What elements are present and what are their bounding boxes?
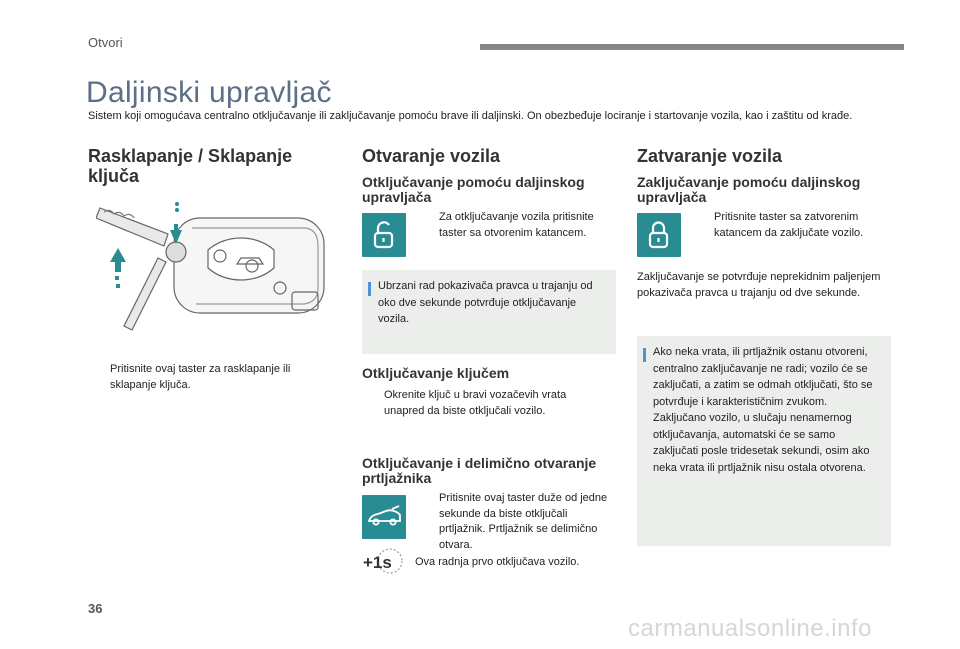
one-second-timer-icon: [362, 546, 406, 576]
open-vehicle-title: Otvaranje vozila: [362, 146, 501, 166]
trunk-unlock-bullet-text: Pritisnite ovaj taster duže od jedne sekunde da biste otključali prtljažnik. Prtljažnik se delimično otvara.: [439, 492, 608, 551]
remote-lock-bullet: [692, 210, 888, 241]
intro-text: Sistem koji omogućava centralno otključavanje ili zaključavanje pomoću brave ili daljinski. On obezbeđuje lociranje i startovanje vozila, kao i zaštitu od krađe.: [88, 110, 853, 122]
car-trunk-icon: [362, 495, 406, 539]
padlock-closed-icon: [637, 213, 681, 257]
header-bar: [480, 44, 904, 50]
trunk-unlock-title: Otključavanje i delimično otvaranje prtljažnika: [362, 455, 597, 486]
lock-note: [637, 336, 891, 546]
section-header: Otvori: [88, 35, 123, 50]
unlock-note: [362, 270, 616, 354]
remote-lock-bullet-text: Pritisnite taster sa zatvorenim katancem da zaključate vozilo.: [714, 211, 864, 239]
info-bar-icon: [643, 348, 646, 362]
remote-unlock-bullet-text: Za otključavanje vozila pritisnite taster sa otvorenim katancem.: [439, 211, 594, 239]
lock-note-text: Ako neka vrata, ili prtljažnik ostanu otvoreni, centralno zaključavanje ne radi; vozilo će se zaključati, a zatim se odmah otključati, što se potvrđuje i karakterističnim zvukom. Zaključano vozilo, u slučaju nenamernog otključavanja, automatski će se samo zaključati posle tridesetak sekundi, osim ako neka vrata ili prtljažnik nisu ostala otvorena.: [653, 346, 873, 474]
lock-confirm-text: Zaključavanje se potvrđuje neprekidnim paljenjem pokazivača pravca u trajanju od dve sekunde.: [637, 271, 881, 299]
padlock-open-icon: [362, 213, 406, 257]
fold-key-bullet-text: Pritisnite ovaj taster za rasklapanje ili sklapanje ključa.: [110, 363, 291, 391]
key-fold-illustration: [96, 198, 336, 338]
key-unlock-bullet: [362, 388, 608, 419]
remote-unlock-bullet: [417, 210, 613, 241]
unlock-note-text: Ubrzani rad pokazivača pravca u trajanju od oko dve sekunde potvrđuje otključavanje vozila.: [378, 280, 593, 325]
fold-key-title: Rasklapanje / Sklapanje ključa: [88, 146, 293, 186]
remote-lock-title: Zaključavanje pomoću daljinskog upravljača: [637, 174, 861, 205]
info-bar-icon: [368, 282, 371, 296]
key-unlock-title: Otključavanje ključem: [362, 365, 510, 381]
fold-key-bullet: [88, 362, 324, 393]
page-number: 36: [88, 601, 103, 616]
watermark: carmanualsonline.info: [628, 615, 872, 642]
trunk-unlock-bullet: [417, 491, 615, 553]
trunk-extra-text: Ova radnja prvo otključava vozilo.: [415, 556, 580, 568]
remote-unlock-title: Otključavanje pomoću daljinskog upravljača: [362, 174, 585, 205]
key-unlock-bullet-text: Okrenite ključ u bravi vozačevih vrata unapred da biste otključali vozilo.: [384, 389, 567, 417]
page-title: Daljinski upravljač: [86, 76, 332, 109]
timer-label: +1s: [363, 553, 392, 572]
close-vehicle-title: Zatvaranje vozila: [637, 146, 783, 166]
